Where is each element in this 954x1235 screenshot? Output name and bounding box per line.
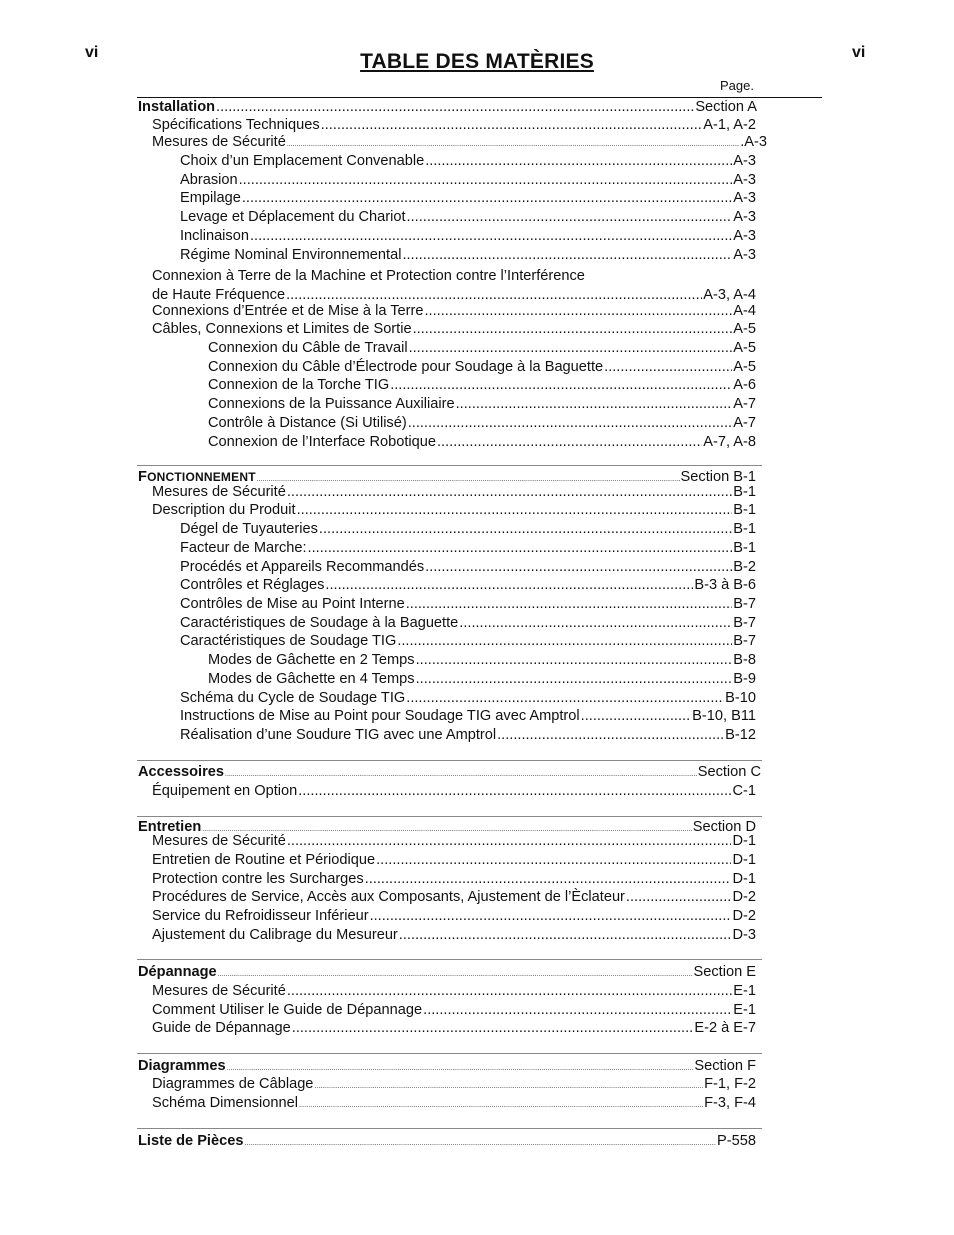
entry-label: Spécifications Techniques bbox=[152, 117, 320, 133]
toc-entry[interactable] bbox=[208, 395, 756, 413]
entry-page: D-3 bbox=[732, 927, 756, 943]
toc-entry[interactable] bbox=[152, 483, 756, 501]
leader-dots bbox=[321, 116, 703, 134]
section-divider bbox=[137, 1128, 762, 1129]
heading-label: Accessoires bbox=[138, 764, 225, 780]
leader-dots bbox=[425, 558, 732, 576]
leader-dots bbox=[297, 501, 733, 519]
toc-entry[interactable] bbox=[208, 651, 756, 669]
leader-dots bbox=[402, 246, 732, 264]
entry-label: Connexions de la Puissance Auxiliaire bbox=[208, 396, 455, 412]
entry-page: A-1, A-2 bbox=[703, 117, 756, 133]
entry-page: C-1 bbox=[732, 783, 756, 799]
page-number-left: vi bbox=[85, 44, 99, 61]
entry-page: A-7, A-8 bbox=[703, 434, 756, 450]
entry-page: A-3 bbox=[733, 228, 756, 244]
toc-entry[interactable] bbox=[180, 726, 756, 744]
leader-dots bbox=[376, 851, 731, 869]
entry-page: A-3 bbox=[733, 247, 756, 263]
toc-heading-installation[interactable] bbox=[138, 98, 757, 116]
toc-entry[interactable] bbox=[152, 320, 756, 338]
toc-entry[interactable] bbox=[152, 302, 756, 320]
entry-label: Contrôle à Distance (Si Utilisé) bbox=[208, 415, 407, 431]
entry-label: Guide de Dépannage bbox=[152, 1020, 291, 1036]
page-number-right: vi bbox=[852, 44, 866, 61]
toc-entry[interactable] bbox=[152, 1019, 756, 1037]
entry-page: D-2 bbox=[732, 889, 756, 905]
leader-dots bbox=[425, 152, 732, 170]
entry-page: B-3 à B-6 bbox=[694, 577, 756, 593]
entry-page: E-2 à E-7 bbox=[694, 1020, 756, 1036]
toc-entry[interactable] bbox=[180, 558, 756, 576]
leader-dots bbox=[413, 320, 733, 338]
leader-dots bbox=[409, 339, 733, 357]
entry-label: Protection contre les Surcharges bbox=[152, 871, 364, 887]
entry-page: A-3 bbox=[733, 209, 756, 225]
heading-label: Dépannage bbox=[138, 964, 217, 980]
leader-dots bbox=[397, 632, 732, 650]
entry-page: A-3 bbox=[733, 172, 756, 188]
toc-entry[interactable] bbox=[152, 888, 756, 906]
entry-label: Facteur de Marche: bbox=[180, 540, 307, 556]
toc-entry[interactable] bbox=[152, 870, 756, 888]
entry-label: Schéma Dimensionnel bbox=[152, 1095, 299, 1111]
entry-page: A-6 bbox=[733, 377, 756, 393]
entry-label: Empilage bbox=[180, 190, 241, 206]
heading-page: Section C bbox=[697, 764, 761, 780]
toc-entry[interactable] bbox=[180, 539, 756, 557]
toc-entry[interactable] bbox=[180, 576, 756, 594]
toc-entry[interactable] bbox=[152, 907, 756, 925]
page-column-label: Page. bbox=[720, 78, 754, 93]
heading-label: Installation bbox=[138, 99, 216, 115]
leader-dots bbox=[287, 483, 732, 501]
leader-dots bbox=[416, 651, 733, 669]
entry-page: A-5 bbox=[733, 321, 756, 337]
leader-dots bbox=[308, 539, 733, 557]
toc-heading-depannage[interactable] bbox=[138, 963, 756, 981]
leader-dots bbox=[216, 98, 694, 116]
entry-label: Dégel de Tuyauteries bbox=[180, 521, 318, 537]
entry-page: A-3, A-4 bbox=[703, 287, 756, 303]
heading-page: Section E bbox=[693, 964, 756, 980]
leader-dots bbox=[626, 888, 732, 906]
leader-dots bbox=[319, 520, 732, 538]
heading-page: Section A bbox=[695, 99, 757, 115]
toc-entry[interactable] bbox=[208, 376, 756, 394]
entry-page: B-9 bbox=[733, 671, 756, 687]
entry-page: B-8 bbox=[733, 652, 756, 668]
toc-entry[interactable] bbox=[152, 133, 767, 151]
entry-label: Modes de Gâchette en 2 Temps bbox=[208, 652, 415, 668]
entry-label: Contrôles de Mise au Point Interne bbox=[180, 596, 405, 612]
entry-page: A-3 bbox=[733, 190, 756, 206]
leader-dots bbox=[437, 433, 702, 451]
toc-entry[interactable] bbox=[180, 632, 756, 650]
entry-page: B-12 bbox=[725, 727, 756, 743]
leader-dots bbox=[423, 1001, 732, 1019]
heading-page: Section D bbox=[692, 819, 756, 835]
entry-label: Mesures de Sécurité bbox=[152, 833, 286, 849]
entry-label: Câbles, Connexions et Limites de Sortie bbox=[152, 321, 412, 337]
toc-entry[interactable] bbox=[152, 116, 756, 134]
leader-dots bbox=[250, 227, 732, 245]
entry-page: B-10, B11 bbox=[692, 708, 756, 724]
entry-label: Procédures de Service, Accès aux Composants, Ajustement de l’Èclateur bbox=[152, 889, 625, 905]
entry-label: Connexion de l’Interface Robotique bbox=[208, 434, 436, 450]
heading-initial: F bbox=[138, 469, 148, 485]
toc-entry[interactable] bbox=[152, 501, 756, 519]
entry-label: Abrasion bbox=[180, 172, 238, 188]
toc-entry[interactable] bbox=[152, 982, 756, 1000]
leader-dots bbox=[604, 358, 732, 376]
leader-dots bbox=[390, 376, 732, 394]
toc-entry[interactable] bbox=[152, 832, 756, 850]
entry-page: .A-3 bbox=[740, 134, 767, 150]
toc-entry[interactable] bbox=[180, 189, 756, 207]
heading-label: Entretien bbox=[138, 819, 202, 835]
leader-dots bbox=[325, 576, 693, 594]
entry-label: Description du Produit bbox=[152, 502, 296, 518]
entry-label: Connexion de la Torche TIG bbox=[208, 377, 390, 393]
entry-label: Instructions de Mise au Point pour Soudage TIG avec Amptrol bbox=[180, 708, 580, 724]
toc-entry[interactable] bbox=[152, 1001, 756, 1019]
toc-entry[interactable] bbox=[208, 433, 756, 451]
entry-label: Mesures de Sécurité bbox=[152, 983, 286, 999]
toc-entry[interactable] bbox=[208, 358, 756, 376]
entry-label: Comment Utiliser le Guide de Dépannage bbox=[152, 1002, 423, 1018]
toc-entry[interactable] bbox=[180, 208, 756, 226]
entry-page: B-1 bbox=[733, 484, 756, 500]
entry-page: B-2 bbox=[733, 559, 756, 575]
entry-page: A-7 bbox=[733, 396, 756, 412]
toc-entry[interactable] bbox=[180, 707, 756, 725]
leader-dots bbox=[497, 726, 724, 744]
leader-dots bbox=[407, 208, 733, 226]
entry-page: F-1, F-2 bbox=[704, 1076, 756, 1092]
entry-label: Connexions d’Entrée et de Mise à la Terre bbox=[152, 303, 424, 319]
entry-page: E-1 bbox=[733, 1002, 756, 1018]
page-title: TABLE DES MATÈRIES bbox=[360, 50, 594, 73]
leader-dots bbox=[287, 982, 732, 1000]
toc-entry[interactable] bbox=[180, 246, 756, 264]
toc-entry[interactable] bbox=[208, 339, 756, 357]
toc-entry[interactable] bbox=[152, 782, 756, 800]
entry-label: Caractéristiques de Soudage à la Baguette bbox=[180, 615, 459, 631]
entry-page: A-3 bbox=[733, 153, 756, 169]
entry-page: A-7 bbox=[733, 415, 756, 431]
toc-entry[interactable] bbox=[180, 171, 756, 189]
heading-page: Section B-1 bbox=[680, 469, 756, 485]
entry-label: Connexion du Câble d’Électrode pour Soudage à la Baguette bbox=[208, 359, 604, 375]
heading-label: Diagrammes bbox=[138, 1058, 226, 1074]
leader-dots bbox=[365, 870, 732, 888]
entry-label: Entretien de Routine et Périodique bbox=[152, 852, 376, 868]
toc-entry[interactable] bbox=[180, 689, 756, 707]
entry-page: D-2 bbox=[732, 908, 756, 924]
entry-label: Levage et Déplacement du Chariot bbox=[180, 209, 406, 225]
entry-label: Régime Nominal Environnemental bbox=[180, 247, 402, 263]
entry-page: D-1 bbox=[732, 871, 756, 887]
entry-page: B-7 bbox=[733, 633, 756, 649]
entry-label: Connexion du Câble de Travail bbox=[208, 340, 408, 356]
leader-dots bbox=[408, 414, 733, 432]
entry-page: B-10 bbox=[725, 690, 756, 706]
toc-entry[interactable] bbox=[180, 152, 756, 170]
leader-dots bbox=[406, 689, 724, 707]
leader-dots bbox=[299, 1097, 703, 1115]
heading-page: P-558 bbox=[717, 1133, 756, 1149]
leader-dots bbox=[416, 670, 733, 688]
toc-entry[interactable] bbox=[152, 851, 756, 869]
entry-label: Mesures de Sécurité bbox=[152, 484, 286, 500]
entry-label: Modes de Gâchette en 4 Temps bbox=[208, 671, 415, 687]
entry-label: Mesures de Sécurité bbox=[152, 134, 286, 150]
entry-label: Inclinaison bbox=[180, 228, 249, 244]
entry-label: Équipement en Option bbox=[152, 783, 298, 799]
leader-dots bbox=[244, 1135, 716, 1153]
leader-dots bbox=[406, 595, 733, 613]
toc-entry-line[interactable]: Connexion à Terre de la Machine et Protection contre l’Interférence bbox=[152, 268, 585, 284]
heading-page: Section F bbox=[694, 1058, 756, 1074]
toc-heading-diagrammes[interactable] bbox=[138, 1057, 756, 1075]
toc-entry[interactable] bbox=[180, 614, 756, 632]
toc-entry[interactable] bbox=[152, 926, 756, 944]
toc-heading-liste-de-pieces[interactable] bbox=[138, 1132, 756, 1150]
leader-dots bbox=[298, 782, 731, 800]
entry-page: A-4 bbox=[733, 303, 756, 319]
entry-label: Diagrammes de Câblage bbox=[152, 1076, 314, 1092]
leader-dots bbox=[456, 395, 733, 413]
entry-label: Service du Refroidisseur Inférieur bbox=[152, 908, 369, 924]
leader-dots bbox=[459, 614, 732, 632]
entry-page: B-7 bbox=[733, 596, 756, 612]
entry-page: B-1 bbox=[733, 540, 756, 556]
toc-entry[interactable] bbox=[152, 1075, 756, 1093]
entry-page: E-1 bbox=[733, 983, 756, 999]
toc-entry[interactable] bbox=[180, 595, 756, 613]
leader-dots bbox=[242, 189, 732, 207]
entry-page: F-3, F-4 bbox=[704, 1095, 756, 1111]
toc-entry[interactable] bbox=[152, 1094, 756, 1112]
toc-entry[interactable] bbox=[180, 227, 756, 245]
heading-rest: ONCTIONNEMENT bbox=[147, 470, 256, 484]
entry-label: de Haute Fréquence bbox=[152, 287, 286, 303]
leader-dots bbox=[581, 707, 692, 725]
section-divider bbox=[137, 816, 762, 817]
leader-dots bbox=[292, 1019, 694, 1037]
entry-page: A-5 bbox=[733, 340, 756, 356]
entry-label: Ajustement du Calibrage du Mesureur bbox=[152, 927, 398, 943]
leader-dots bbox=[370, 907, 732, 925]
toc-heading-accessoires[interactable] bbox=[138, 763, 761, 781]
leader-dots bbox=[425, 302, 733, 320]
section-divider bbox=[137, 760, 762, 761]
entry-label: Réalisation d’une Soudure TIG avec une Amptrol bbox=[180, 727, 497, 743]
section-divider bbox=[137, 465, 762, 466]
entry-page: D-1 bbox=[732, 833, 756, 849]
entry-label: Caractéristiques de Soudage TIG bbox=[180, 633, 397, 649]
section-divider bbox=[137, 1053, 762, 1054]
toc-entry[interactable] bbox=[208, 414, 756, 432]
entry-page: A-5 bbox=[733, 359, 756, 375]
leader-dots bbox=[399, 926, 732, 944]
toc-entry[interactable] bbox=[180, 520, 756, 538]
entry-page: B-1 bbox=[733, 521, 756, 537]
entry-page: D-1 bbox=[732, 852, 756, 868]
leader-dots bbox=[287, 832, 732, 850]
toc-entry[interactable] bbox=[208, 670, 756, 688]
entry-page: B-1 bbox=[733, 502, 756, 518]
heading-label: Liste de Pièces bbox=[138, 1133, 244, 1149]
entry-label: Procédés et Appareils Recommandés bbox=[180, 559, 425, 575]
entry-label: Schéma du Cycle de Soudage TIG bbox=[180, 690, 406, 706]
entry-page: B-7 bbox=[733, 615, 756, 631]
leader-dots bbox=[239, 171, 733, 189]
entry-label: Choix d’un Emplacement Convenable bbox=[180, 153, 425, 169]
section-divider bbox=[137, 959, 762, 960]
entry-label: Contrôles et Réglages bbox=[180, 577, 325, 593]
